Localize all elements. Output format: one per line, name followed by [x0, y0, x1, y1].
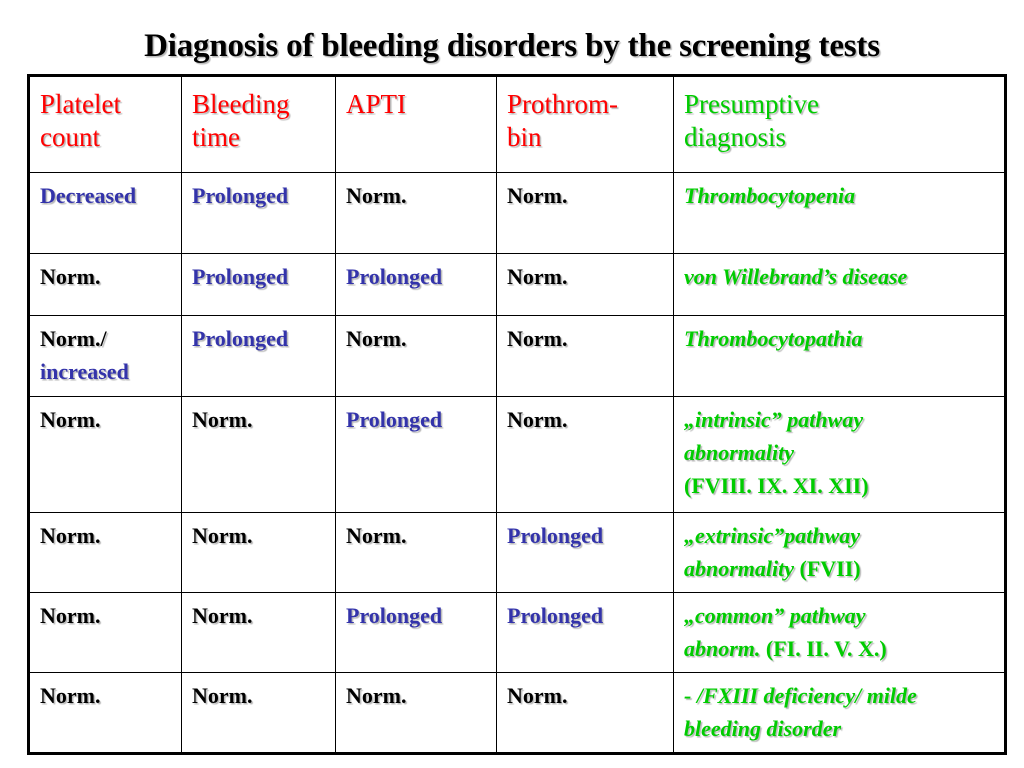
header-platelet-line1: Platelet [40, 89, 121, 119]
cell-bleeding: Norm. [182, 673, 336, 754]
header-prothrombin-line1: Prothrom- [507, 89, 618, 119]
cell-diagnosis [674, 513, 1006, 593]
cell-diagnosis-line1: „extrinsic”pathway [684, 523, 861, 548]
cell-diagnosis [674, 593, 1006, 673]
cell-diagnosis-line3: (FVIII. IX. XI. XII) [684, 473, 869, 498]
cell-platelet: Norm. [29, 513, 182, 593]
table-row [29, 173, 1006, 254]
slide-title: Diagnosis of bleeding disorders by the screening tests [144, 28, 880, 64]
cell-prothrombin: Norm. [497, 254, 674, 316]
cell-platelet: Norm. [29, 673, 182, 754]
table-row [29, 593, 1006, 673]
cell-diagnosis: Thrombocytopenia [674, 173, 1006, 254]
header-presumptive-diagnosis [674, 76, 1006, 173]
header-diagnosis-line1: Presumptive [684, 89, 819, 119]
cell-prothrombin: Prolonged [497, 513, 674, 593]
header-row [29, 76, 1006, 173]
cell-prothrombin: Norm. [497, 173, 674, 254]
cell-diagnosis-line1: „common” pathway [684, 603, 866, 628]
cell-diagnosis-line2-italic: abnorm. [684, 636, 761, 661]
cell-platelet [29, 316, 182, 397]
header-prothrombin-line2: bin [507, 122, 542, 153]
cell-diagnosis-line2: abnormality [684, 440, 795, 465]
cell-diagnosis [674, 397, 1006, 513]
cell-diagnosis-line2-plain: (FI. II. V. X.) [760, 636, 887, 661]
cell-prothrombin: Norm. [497, 316, 674, 397]
cell-diagnosis-line2-plain: (FVII) [794, 556, 861, 581]
cell-platelet: Norm. [29, 397, 182, 513]
header-prothrombin [497, 76, 674, 173]
cell-diagnosis: von Willebrand’s disease [674, 254, 1006, 316]
cell-diagnosis-line1: „intrinsic” pathway [684, 407, 864, 432]
cell-bleeding: Prolonged [182, 254, 336, 316]
header-bleeding-time [182, 76, 336, 173]
cell-prothrombin: Norm. [497, 397, 674, 513]
cell-prothrombin: Prolonged [497, 593, 674, 673]
cell-apti: Norm. [336, 316, 497, 397]
header-platelet-line2: count [40, 122, 100, 153]
cell-platelet: Norm. [29, 254, 182, 316]
header-bleeding-line2: time [192, 122, 240, 153]
table-row [29, 254, 1006, 316]
cell-diagnosis [674, 673, 1006, 754]
cell-platelet-line2: increased [40, 359, 129, 384]
header-diagnosis-line2: diagnosis [684, 122, 787, 153]
cell-bleeding: Norm. [182, 513, 336, 593]
header-apti-label: APTI [346, 89, 406, 119]
table-row [29, 316, 1006, 397]
cell-bleeding: Prolonged [182, 316, 336, 397]
table-row [29, 673, 1006, 754]
cell-apti: Norm. [336, 173, 497, 254]
cell-platelet: Norm. [29, 593, 182, 673]
cell-diagnosis-line2-italic: abnormality [684, 556, 795, 581]
cell-apti: Prolonged [336, 397, 497, 513]
cell-apti: Norm. [336, 673, 497, 754]
cell-platelet: Decreased [29, 173, 182, 254]
cell-apti: Prolonged [336, 593, 497, 673]
diagnosis-table [27, 74, 1007, 755]
cell-apti: Norm. [336, 513, 497, 593]
cell-bleeding: Prolonged [182, 173, 336, 254]
table-row [29, 397, 1006, 513]
cell-apti: Prolonged [336, 254, 497, 316]
cell-diagnosis-line1: - /FXIII deficiency/ milde [684, 683, 917, 708]
header-apti [336, 76, 497, 173]
cell-bleeding: Norm. [182, 397, 336, 513]
cell-bleeding: Norm. [182, 593, 336, 673]
cell-diagnosis-line2: bleeding disorder [684, 716, 842, 741]
header-bleeding-line1: Bleeding [192, 89, 290, 119]
cell-diagnosis: Thrombocytopathia [674, 316, 1006, 397]
header-platelet-count [29, 76, 182, 173]
cell-prothrombin: Norm. [497, 673, 674, 754]
cell-platelet-line1: Norm./ [40, 326, 107, 351]
table-row [29, 513, 1006, 593]
